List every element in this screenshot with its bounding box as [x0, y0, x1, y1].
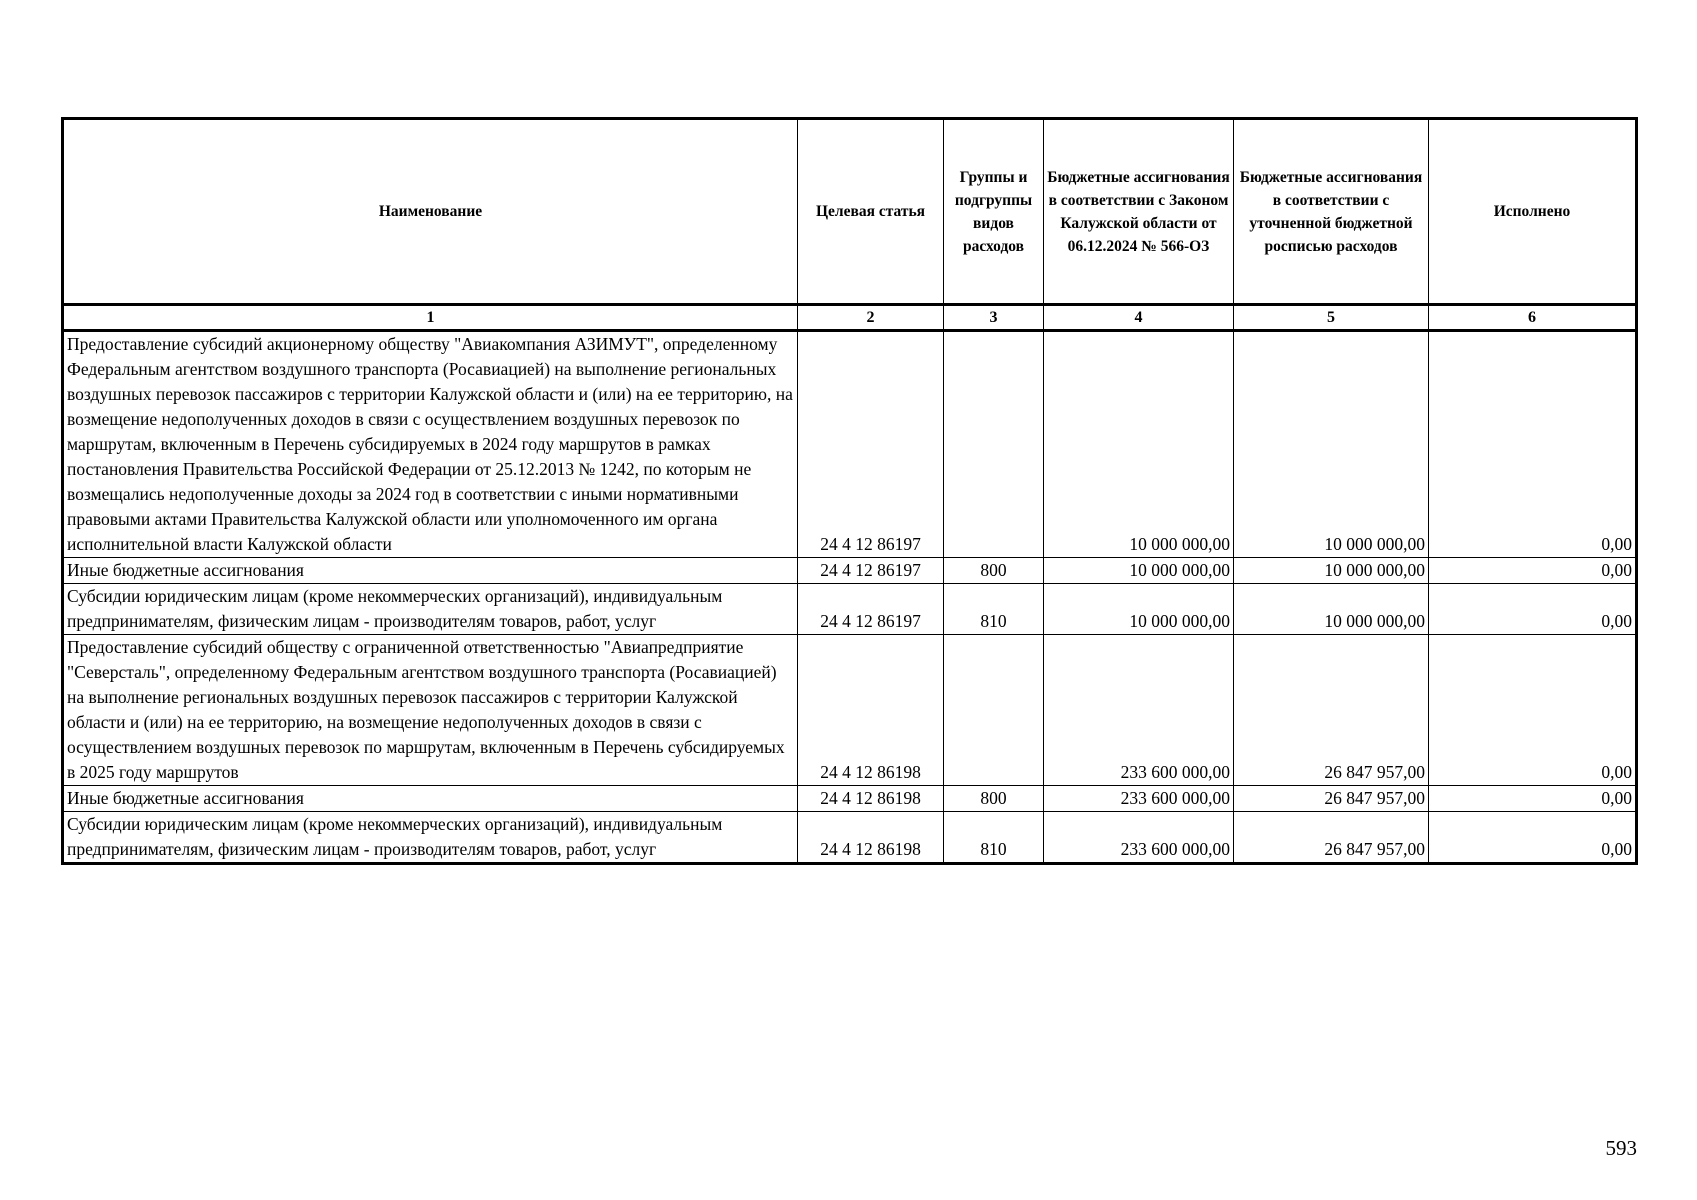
column-number: 1 — [63, 305, 798, 331]
row-refined-amount: 26 847 957,00 — [1234, 635, 1429, 786]
row-law-amount: 233 600 000,00 — [1044, 635, 1234, 786]
row-name: Иные бюджетные ассигнования — [63, 786, 798, 812]
header-name: Наименование — [63, 119, 798, 305]
row-executed: 0,00 — [1429, 584, 1637, 635]
row-law-amount: 10 000 000,00 — [1044, 584, 1234, 635]
table-row — [63, 786, 1637, 812]
column-number: 3 — [944, 305, 1044, 331]
row-expense-group — [944, 635, 1044, 786]
row-expense-group: 810 — [944, 584, 1044, 635]
row-expense-group: 810 — [944, 812, 1044, 864]
table-row — [63, 558, 1637, 584]
page-number: 593 — [1605, 1136, 1637, 1160]
row-law-amount: 233 600 000,00 — [1044, 786, 1234, 812]
table-header — [63, 119, 1637, 331]
table-row — [63, 584, 1637, 635]
header-row — [63, 119, 1637, 305]
row-refined-amount: 10 000 000,00 — [1234, 558, 1429, 584]
row-name: Предоставление субсидий акционерному обществу "Авиакомпания АЗИМУТ", определенному Федеральным агентством воздушного транспорта (Росавиацией) на выполнение региональных воздушных перевозок пассажиров с территории Калужской области и (или) на ее территорию, на возмещение недополученных доходов в связи с осуществлением воздушных перевозок по маршрутам, включенным в Перечень субсидируемых в 2024 году маршрутов в рамках постановления Правительства Российской Федерации от 25.12.2013 № 1242, по которым не возмещались недополученные доходы за 2024 год в соответствии с иными нормативными правовыми актами Правительства Калужской области или уполномоченного им органа исполнительной власти Калужской области — [63, 331, 798, 558]
table-row — [63, 331, 1637, 558]
column-number: 5 — [1234, 305, 1429, 331]
header-expense-groups: Группы и подгруппы видов расходов — [944, 119, 1044, 305]
row-executed: 0,00 — [1429, 635, 1637, 786]
row-law-amount: 10 000 000,00 — [1044, 558, 1234, 584]
table-row — [63, 812, 1637, 864]
column-number: 6 — [1429, 305, 1637, 331]
row-refined-amount: 26 847 957,00 — [1234, 786, 1429, 812]
header-law-allocations: Бюджетные ассигнования в соответствии с Законом Калужской области от 06.12.2024 № 566-ОЗ — [1044, 119, 1234, 305]
row-executed: 0,00 — [1429, 331, 1637, 558]
row-refined-amount: 10 000 000,00 — [1234, 331, 1429, 558]
row-law-amount: 10 000 000,00 — [1044, 331, 1234, 558]
row-target-article: 24 4 12 86198 — [798, 812, 944, 864]
row-name: Предоставление субсидий обществу с ограниченной ответственностью "Авиапредприятие "Северсталь", определенному Федеральным агентством воздушного транспорта (Росавиацией) на выполнение региональных воздушных перевозок пассажиров с территории Калужской области и (или) на ее территорию, на возмещение недополученных доходов в связи с осуществлением воздушных перевозок по маршрутам, включенным в Перечень субсидируемых в 2025 году маршрутов — [63, 635, 798, 786]
column-number: 4 — [1044, 305, 1234, 331]
row-executed: 0,00 — [1429, 558, 1637, 584]
row-executed: 0,00 — [1429, 786, 1637, 812]
row-law-amount: 233 600 000,00 — [1044, 812, 1234, 864]
row-refined-amount: 26 847 957,00 — [1234, 812, 1429, 864]
row-name: Субсидии юридическим лицам (кроме некоммерческих организаций), индивидуальным предпринимателям, физическим лицам - производителям товаров, работ, услуг — [63, 812, 798, 864]
row-target-article: 24 4 12 86197 — [798, 558, 944, 584]
table-body — [63, 331, 1637, 864]
row-target-article: 24 4 12 86198 — [798, 635, 944, 786]
row-executed: 0,00 — [1429, 812, 1637, 864]
row-refined-amount: 10 000 000,00 — [1234, 584, 1429, 635]
row-expense-group: 800 — [944, 786, 1044, 812]
row-target-article: 24 4 12 86197 — [798, 331, 944, 558]
column-number-row — [63, 305, 1637, 331]
header-executed: Исполнено — [1429, 119, 1637, 305]
row-expense-group — [944, 331, 1044, 558]
header-refined-allocations: Бюджетные ассигнования в соответствии с уточненной бюджетной росписью расходов — [1234, 119, 1429, 305]
row-target-article: 24 4 12 86198 — [798, 786, 944, 812]
row-name: Иные бюджетные ассигнования — [63, 558, 798, 584]
row-expense-group: 800 — [944, 558, 1044, 584]
row-target-article: 24 4 12 86197 — [798, 584, 944, 635]
column-number: 2 — [798, 305, 944, 331]
row-name: Субсидии юридическим лицам (кроме некоммерческих организаций), индивидуальным предпринимателям, физическим лицам - производителям товаров, работ, услуг — [63, 584, 798, 635]
header-target-article: Целевая статья — [798, 119, 944, 305]
table-row — [63, 635, 1637, 786]
budget-table — [61, 117, 1638, 865]
